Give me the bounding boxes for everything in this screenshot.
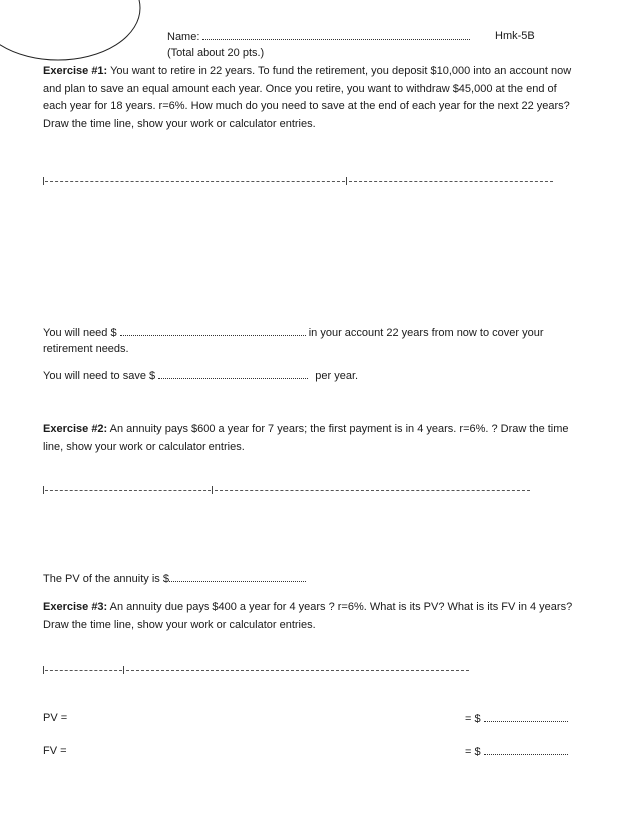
fv-eq: = $ [465,746,481,758]
pv-annuity-blank[interactable] [169,572,306,582]
pv-annuity-prefix: The PV of the annuity is $ [43,573,169,585]
name-blank[interactable] [202,30,470,40]
fv-answer-line [465,745,568,758]
pv-answer-blank[interactable] [484,712,568,722]
save-prefix: You will need to save $ [43,370,156,382]
fv-answer-blank[interactable] [484,745,568,755]
save-line [43,369,358,382]
points-note: (Total about 20 pts.) [167,47,265,59]
decorative-circle [0,0,150,70]
need-prefix: You will need $ [43,327,117,339]
exercise-2-title: Exercise #2: [43,423,108,435]
pv-answer-line [465,712,568,725]
need-suffix: in your account 22 years from now to cover your [308,327,544,339]
save-suffix: per year. [315,370,359,382]
exercise-1-body: You want to retire in 22 years. To fund the retirement, you deposit $10,000 into an account now and plan to save an equal amount each year. Once you retire, you want to withdraw $45,000 at the end of each year for 18 years. r=6%. How much do you need to save at the end of each year for the next 22 years? Draw the time line, show your work or calculator entries. [43,65,572,130]
exercise-3-text [43,599,579,634]
name-line [167,30,470,43]
need-line [43,326,544,339]
exercise-3-title: Exercise #3: [43,601,108,613]
pv-annuity-line [43,572,306,585]
exercise-1-title: Exercise #1: [43,65,108,77]
homework-code: Hmk-5B [495,30,535,42]
pv-eq: = $ [465,713,481,725]
exercise-2-text [43,421,579,456]
save-amount-blank[interactable] [158,369,308,379]
need-amount-blank[interactable] [120,326,306,336]
exercise-1-text [43,63,579,133]
exercise-2-body: An annuity pays $600 a year for 7 years; the first payment is in 4 years. r=6%. ? Draw the time line, show your work or calculator entries. [43,423,569,453]
name-label: Name: [167,31,200,43]
need-suffix-2: retirement needs. [43,343,129,355]
pv-label: PV = [43,712,68,724]
exercise-3-body: An annuity due pays $400 a year for 4 years ? r=6%. What is its PV? What is its FV in 4 years? Draw the time line, show your work or calculator entries. [43,601,573,631]
fv-label: FV = [43,745,67,757]
